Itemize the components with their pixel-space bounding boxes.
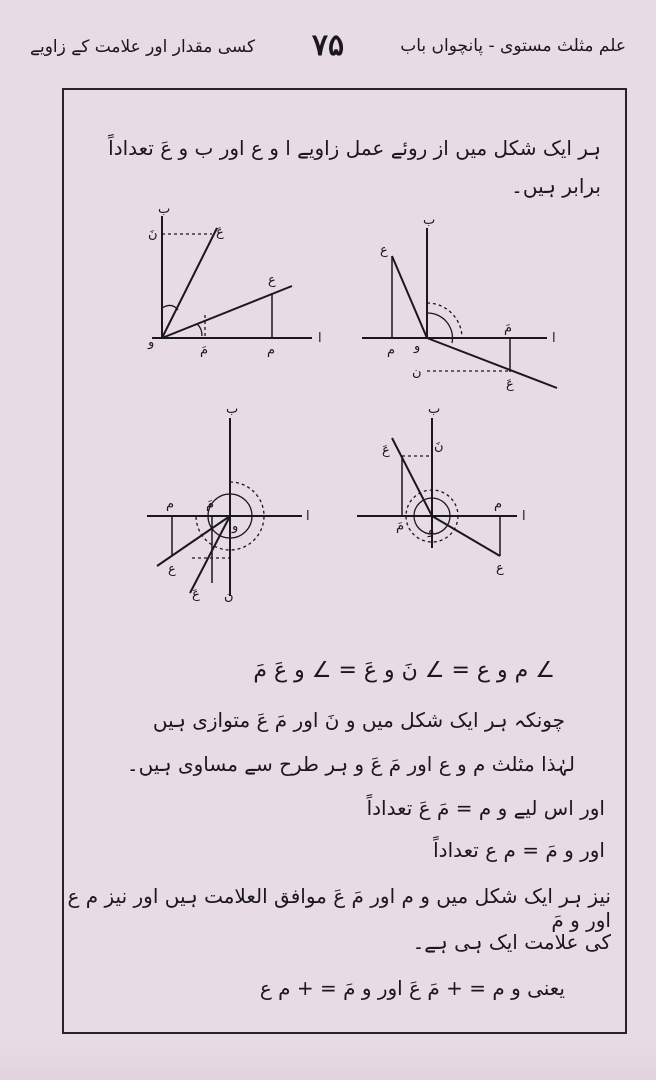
- label-m-1: م: [267, 343, 276, 358]
- geometry-figures: [62, 88, 627, 608]
- label-ain2-3: عَ: [192, 587, 200, 602]
- label-ain2-2: عَ: [506, 377, 514, 392]
- label-b-2: ب: [423, 213, 436, 228]
- page-number: ۷۵: [311, 28, 345, 63]
- figure-2: [362, 228, 557, 388]
- label-a-2: ا: [552, 331, 556, 346]
- label-m2-3: مَ: [206, 497, 215, 512]
- label-ain2-1: عَ: [216, 225, 224, 240]
- text-line-triangles: لہٰذا مثلث م و ع اور مَ عَ و ہر طرح سے مساوی ہیں۔: [126, 752, 575, 776]
- label-ain-2: ع: [380, 243, 388, 258]
- label-a-3: ا: [306, 509, 310, 524]
- label-ain-4: ع: [496, 561, 504, 576]
- label-n2-1: نَ: [148, 227, 158, 242]
- label-n-3: ن: [224, 589, 234, 604]
- label-ain-1: ع: [268, 273, 276, 288]
- label-m-2: م: [387, 343, 396, 358]
- label-b-3: ب: [226, 402, 239, 417]
- page-header: [30, 28, 626, 68]
- text-line-conclusion: یعنی و م = + مَ عَ اور و مَ = + م ع: [259, 976, 565, 1000]
- label-w-3: و: [232, 519, 239, 534]
- label-m-3: م: [166, 497, 175, 512]
- text-line-signs: نیز ہر ایک شکل میں و م اور مَ عَ موافق العلامت ہیں اور نیز م ع اور و مَ: [67, 884, 611, 932]
- label-b-1: ب: [158, 202, 171, 217]
- label-ain-3: ع: [168, 562, 176, 577]
- intro-line-2: برابر ہیں۔: [511, 174, 601, 198]
- intro-line-1: ہر ایک شکل میں از روئے عمل زاویے ا و ع اور ب و عَ تعداداً: [108, 136, 601, 160]
- label-w-4: و: [428, 523, 435, 538]
- label-a-1: ا: [318, 331, 322, 346]
- label-ain2-4: عَ: [382, 443, 390, 458]
- text-line-signs-cont: کی علامت ایک ہی ہے۔: [412, 930, 611, 954]
- label-b-4: ب: [428, 402, 441, 417]
- label-n2-4: نَ: [434, 439, 444, 454]
- label-w-1: و: [148, 335, 155, 350]
- label-w-2: و: [414, 339, 421, 354]
- figure-1: [152, 216, 312, 338]
- label-a-4: ا: [522, 509, 526, 524]
- angle-equation: ∠ م و ع = ∠ نَ و عَ = ∠ و عَ مَ: [253, 658, 555, 683]
- label-m2-2: مَ: [504, 321, 513, 336]
- text-line-parallel: چونکہ ہر ایک شکل میں و نَ اور مَ عَ متوازی ہیں: [152, 708, 565, 732]
- label-m2-4: مَ: [396, 519, 405, 534]
- page-bottom-edge: [0, 1040, 656, 1080]
- label-m-4: م: [494, 497, 503, 512]
- label-m2-1: مَ: [200, 343, 209, 358]
- label-n-2: ن: [412, 365, 422, 380]
- figure-labels: [147, 202, 556, 604]
- running-head-left: کسی مقدار اور علامت کے زاویے: [30, 37, 256, 57]
- running-head-right: علم مثلث مستوی - پانچواں باب: [400, 36, 626, 56]
- text-line-equality-1: اور اس لیے و م = مَ عَ تعداداً: [366, 796, 605, 820]
- text-line-equality-2: اور و مَ = م ع تعداداً: [433, 838, 605, 862]
